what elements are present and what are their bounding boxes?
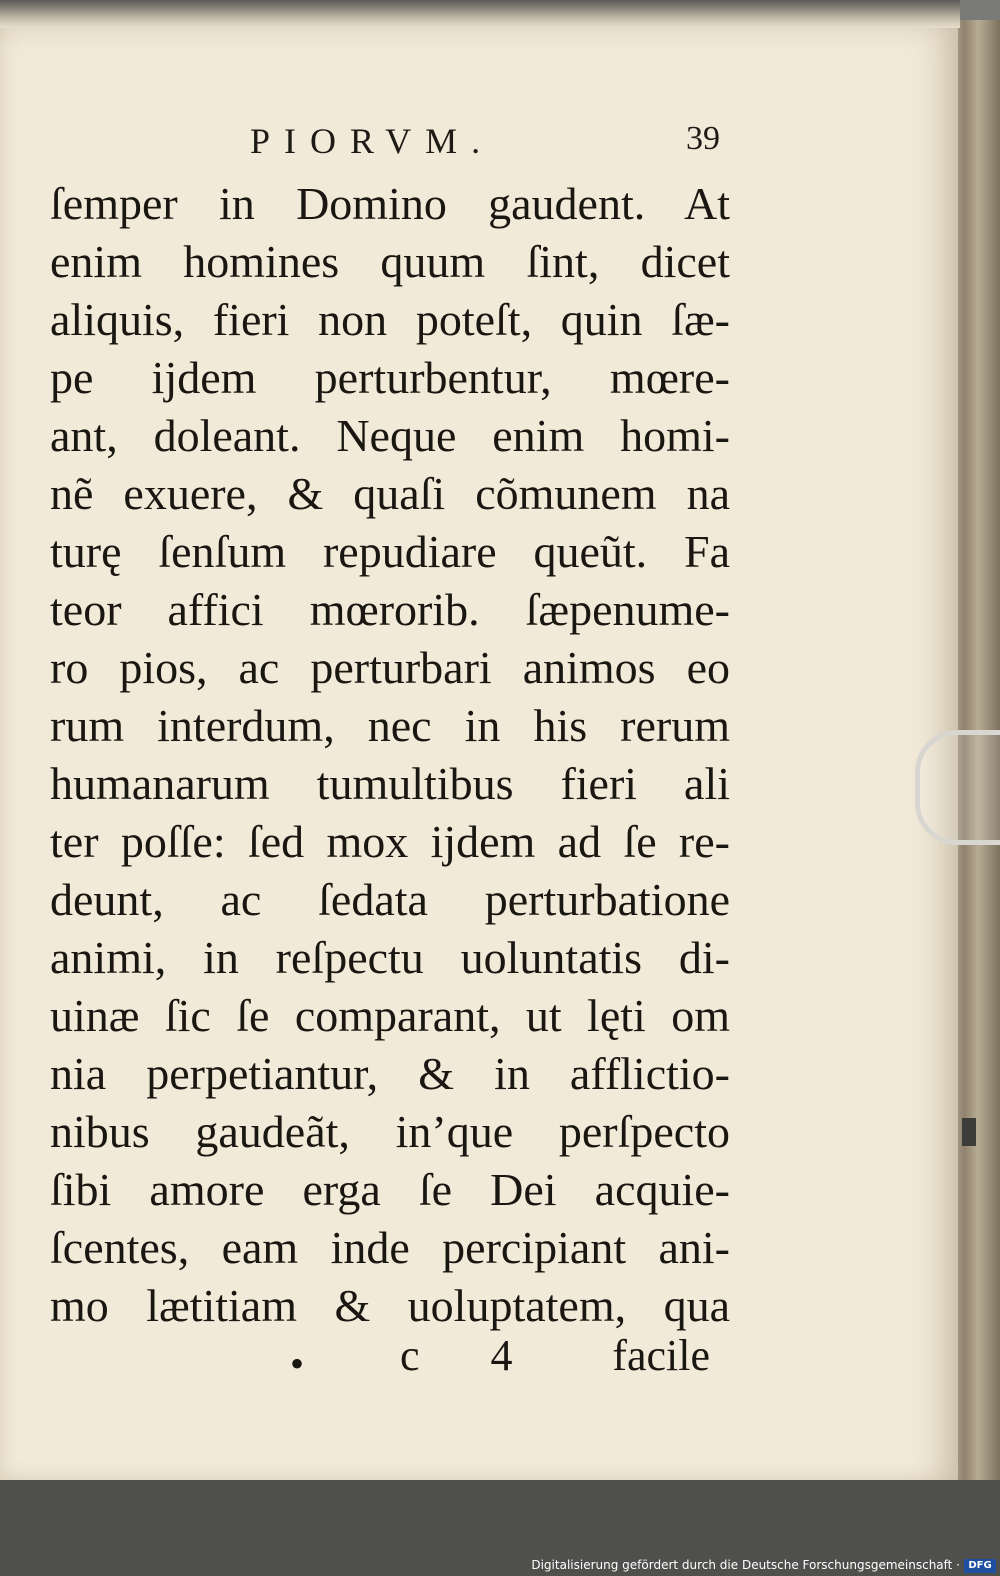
text-line: ſibi amore erga ſe Dei acquie- — [50, 1164, 730, 1215]
text-line: nibus gaudeãt, in’que perſpecto — [50, 1106, 730, 1157]
running-head: PIORVM. — [250, 121, 495, 161]
clip-tab — [962, 1118, 976, 1146]
text-line: ro pios, ac perturbari animos eo — [50, 642, 730, 693]
text-line: ſemper in Domino gaudent. At — [50, 178, 730, 229]
page-number: 39 — [686, 120, 720, 157]
body-text — [50, 175, 730, 1335]
dfg-logo-badge: DFG — [964, 1559, 996, 1573]
text-line: pe ijdem perturbentur, mœre- — [50, 352, 730, 403]
text-line: ter poſſe: ſed mox ijdem ad ſe re- — [50, 816, 730, 867]
page-header — [250, 120, 720, 172]
signature-mark: c 4 — [400, 1331, 543, 1380]
page-top-edge — [0, 0, 960, 28]
text-line: mo lætitiam & uoluptatem, qua — [50, 1280, 730, 1331]
text-line: uinæ ſic ſe comparant, ut lęti om — [50, 990, 730, 1041]
text-line: nẽ exuere, & quaſi cõmunem na — [50, 468, 730, 519]
text-line: ſcentes, eam inde percipiant ani- — [50, 1222, 730, 1273]
text-line: nia perpetiantur, & in afflictio- — [50, 1048, 730, 1099]
text-line: animi, in reſpectu uoluntatis di- — [50, 932, 730, 983]
text-line: deunt, ac ſedata perturbatione — [50, 874, 730, 925]
page-clip — [915, 730, 1000, 845]
text-line: humanarum tumultibus fieri ali — [50, 758, 730, 809]
text-line: enim homines quum ſint, dicet — [50, 236, 730, 287]
digitization-credit: Digitalisierung gefördert durch die Deutsche Forschungsgemeinschaft · — [531, 1558, 960, 1572]
text-line: aliquis, fieri non poteſt, quin ſæ- — [50, 294, 730, 345]
text-line: ant, doleant. Neque enim homi- — [50, 410, 730, 461]
catchword: facile — [612, 1331, 710, 1380]
text-line: turę ſenſum repudiare queũt. Fa — [50, 526, 730, 577]
text-line: rum interdum, nec in his rerum — [50, 700, 730, 751]
page-footer — [290, 1330, 710, 1390]
footer-mark: • — [290, 1341, 305, 1386]
text-line: teor affici mœrorib. ſæpenume- — [50, 584, 730, 635]
